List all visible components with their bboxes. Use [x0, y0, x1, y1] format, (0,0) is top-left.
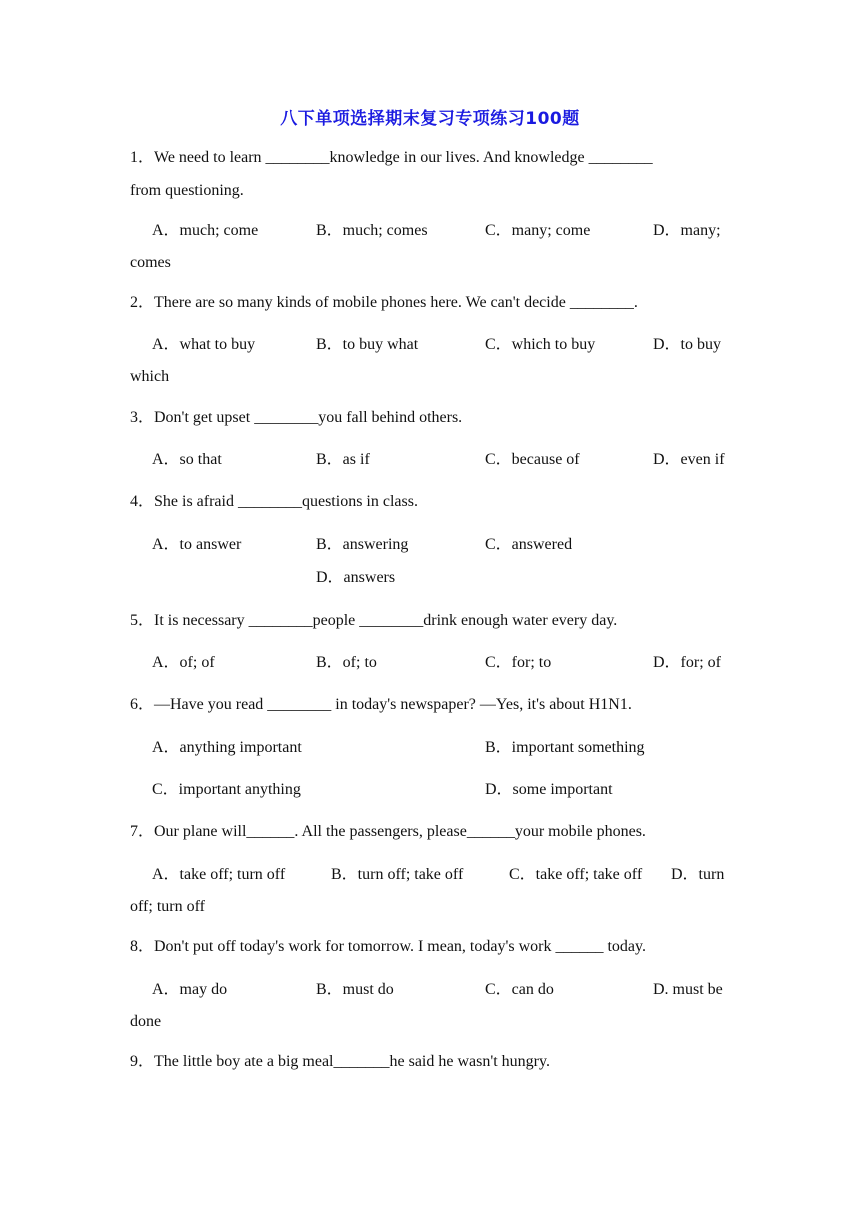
option-a: A．what to buy [152, 336, 256, 353]
option-b: B．must do [316, 981, 394, 998]
option-a: A．take off; turn off [152, 866, 286, 883]
question-stem: 9．The little boy ate a big meal_______he said he wasn't hungry. [130, 1053, 550, 1070]
option-d: D．many; [653, 222, 721, 239]
option-a: A．of; of [152, 654, 215, 671]
option-b: B．turn off; take off [331, 866, 464, 883]
option-continuation: done [130, 1013, 162, 1030]
option-d: D．to buy [653, 336, 722, 353]
option-c: C．important anything [152, 781, 301, 798]
question-stem: 8．Don't put off today's work for tomorrow. I mean, today's work ______ today. [130, 938, 646, 955]
option-continuation: off; turn off [130, 898, 205, 915]
option-c: C．take off; take off [509, 866, 643, 883]
question-stem: 7．Our plane will______. All the passengers, please______your mobile phones. [130, 823, 646, 840]
option-b: B．answering [316, 536, 409, 553]
option-d: D．for; of [653, 654, 721, 671]
option-c: C．which to buy [485, 336, 596, 353]
question-stem: 2．There are so many kinds of mobile phones here. We can't decide ________. [130, 294, 638, 311]
option-d: D．answers [316, 569, 396, 586]
option-c: C．can do [485, 981, 554, 998]
option-d: D. must be [653, 981, 723, 998]
option-d: D．turn [671, 866, 725, 883]
question-stem: 4．She is afraid ________questions in class. [130, 493, 418, 510]
option-continuation: which [130, 368, 170, 385]
page-title: 八下单项选择期末复习专项练习100题 [280, 109, 580, 129]
option-d: D．some important [485, 781, 613, 798]
option-c: C．because of [485, 451, 580, 468]
question-stem: 3．Don't get upset ________you fall behind others. [130, 409, 463, 426]
option-a: A．so that [152, 451, 222, 468]
option-continuation: comes [130, 254, 171, 271]
option-b: B．much; comes [316, 222, 428, 239]
option-a: A．anything important [152, 739, 302, 756]
question-stem-continued: from questioning. [130, 182, 244, 199]
option-c: C．answered [485, 536, 573, 553]
option-b: B．of; to [316, 654, 377, 671]
option-a: A．may do [152, 981, 228, 998]
option-c: C．for; to [485, 654, 552, 671]
option-d: D．even if [653, 451, 725, 468]
option-c: C．many; come [485, 222, 591, 239]
option-a: A．much; come [152, 222, 259, 239]
option-a: A．to answer [152, 536, 242, 553]
option-b: B．to buy what [316, 336, 419, 353]
question-stem: 1．We need to learn ________knowledge in our lives. And knowledge ________ [130, 149, 653, 166]
option-b: B．as if [316, 451, 370, 468]
option-b: B．important something [485, 739, 645, 756]
question-stem: 6．—Have you read ________ in today's newspaper? —Yes, it's about H1N1. [130, 696, 632, 713]
question-stem: 5．It is necessary ________people ________drink enough water every day. [130, 612, 618, 629]
